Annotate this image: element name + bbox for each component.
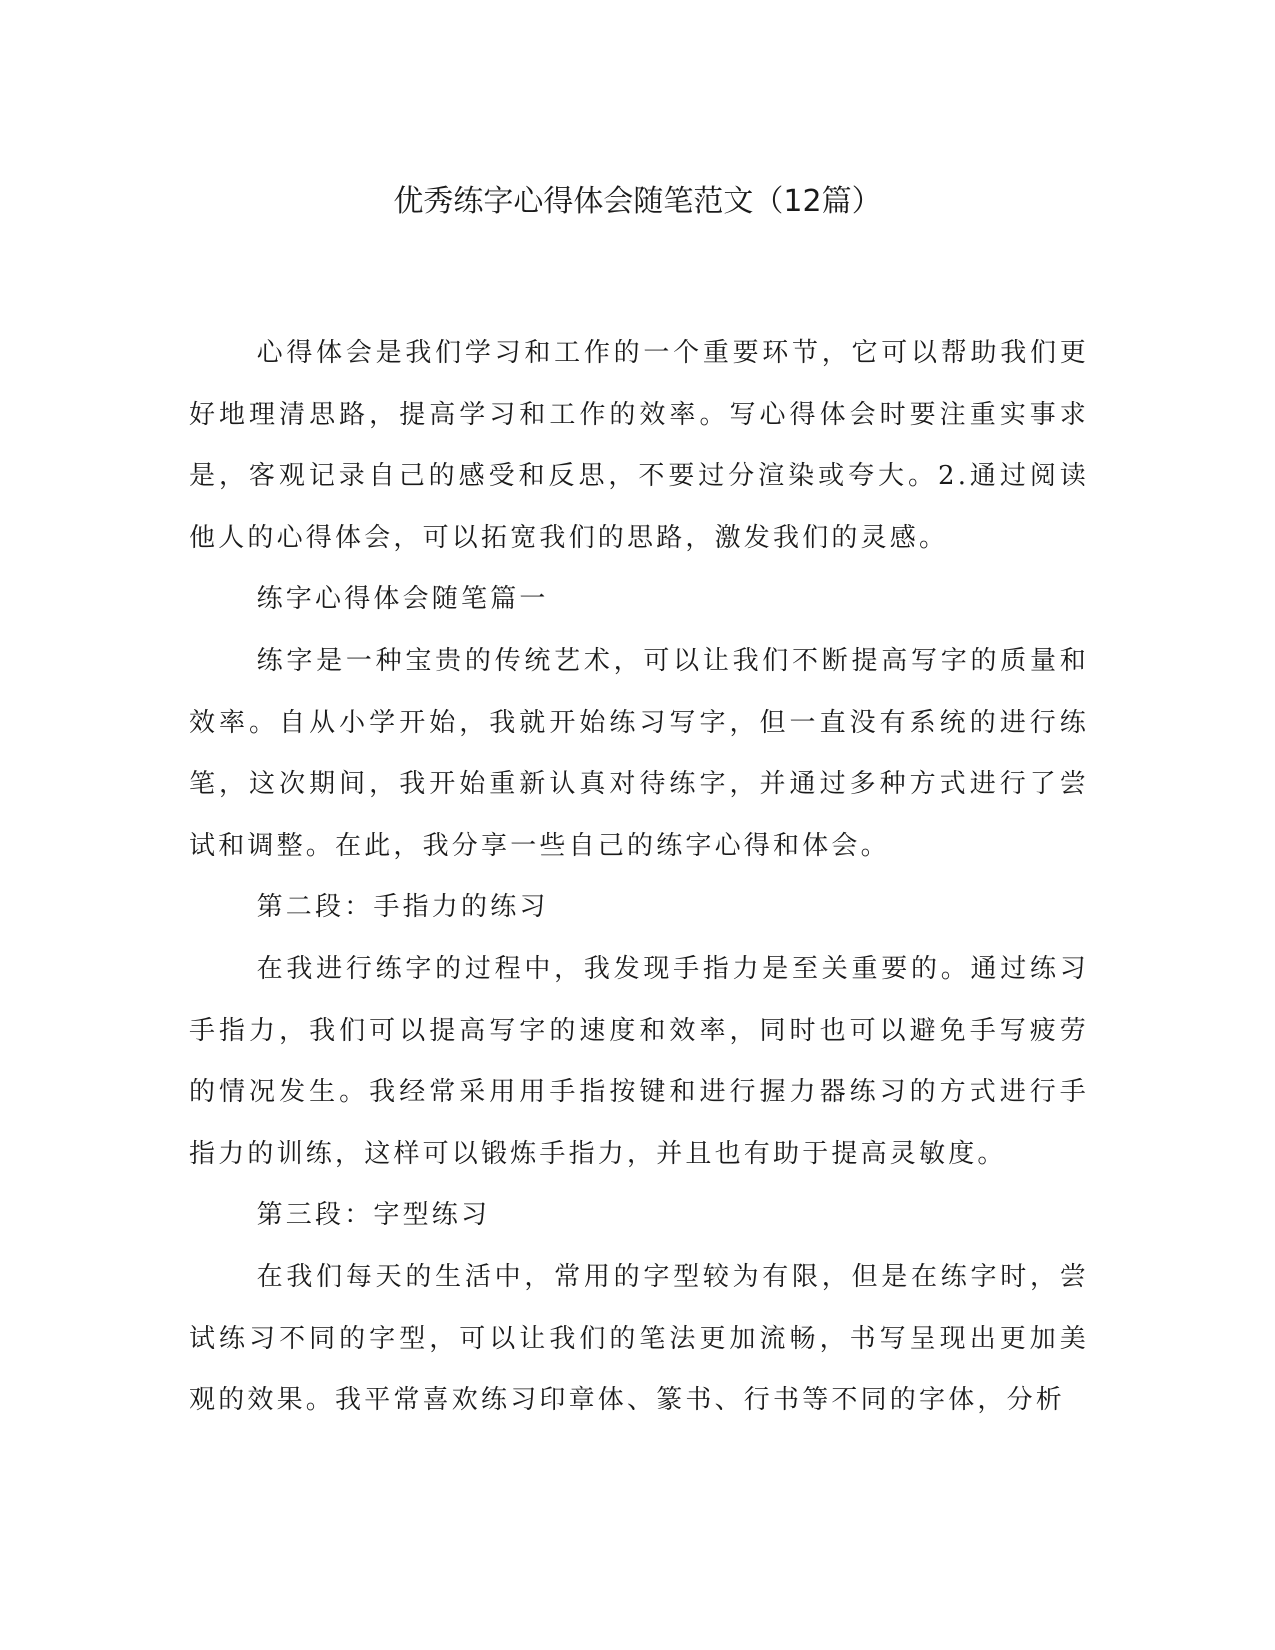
section-heading-article-one: 练字心得体会随笔篇一 xyxy=(256,584,549,615)
document-title: 优秀练字心得体会随笔范文（12篇） xyxy=(393,184,882,219)
section-heading-part-three: 第三段：字型练习 xyxy=(256,1200,491,1231)
document-body xyxy=(189,323,1089,1432)
intro-paragraph: 心得体会是我们学习和工作的一个重要环节，它可以帮助我们更好地理清思路，提高学习和工作的效率。写心得体会时要注重实事求是，客观记录自己的感受和反思，不要过分渲染或夸大。2.通过阅读他人的心得体会，可以拓宽我们的思路，激发我们的灵感。 xyxy=(189,338,1089,553)
body-paragraph: 练字是一种宝贵的传统艺术，可以让我们不断提高写字的质量和效率。自从小学开始，我就开始练习写字，但一直没有系统的进行练笔，这次期间，我开始重新认真对待练字，并通过多种方式进行了尝试和调整。在此，我分享一些自己的练字心得和体会。 xyxy=(189,645,1089,861)
section-heading-part-two: 第二段：手指力的练习 xyxy=(256,892,549,923)
body-paragraph: 在我进行练字的过程中，我发现手指力是至关重要的。通过练习手指力，我们可以提高写字的速度和效率，同时也可以避免手写疲劳的情况发生。我经常采用用手指按键和进行握力器练习的方式进行手指力的训练，这样可以锻炼手指力，并且也有助于提高灵敏度。 xyxy=(189,953,1089,1169)
body-paragraph: 在我们每天的生活中，常用的字型较为有限，但是在练字时，尝试练习不同的字型，可以让我们的笔法更加流畅，书写呈现出更加美观的效果。我平常喜欢练习印章体、篆书、行书等不同的字体，分析 xyxy=(189,1261,1089,1416)
